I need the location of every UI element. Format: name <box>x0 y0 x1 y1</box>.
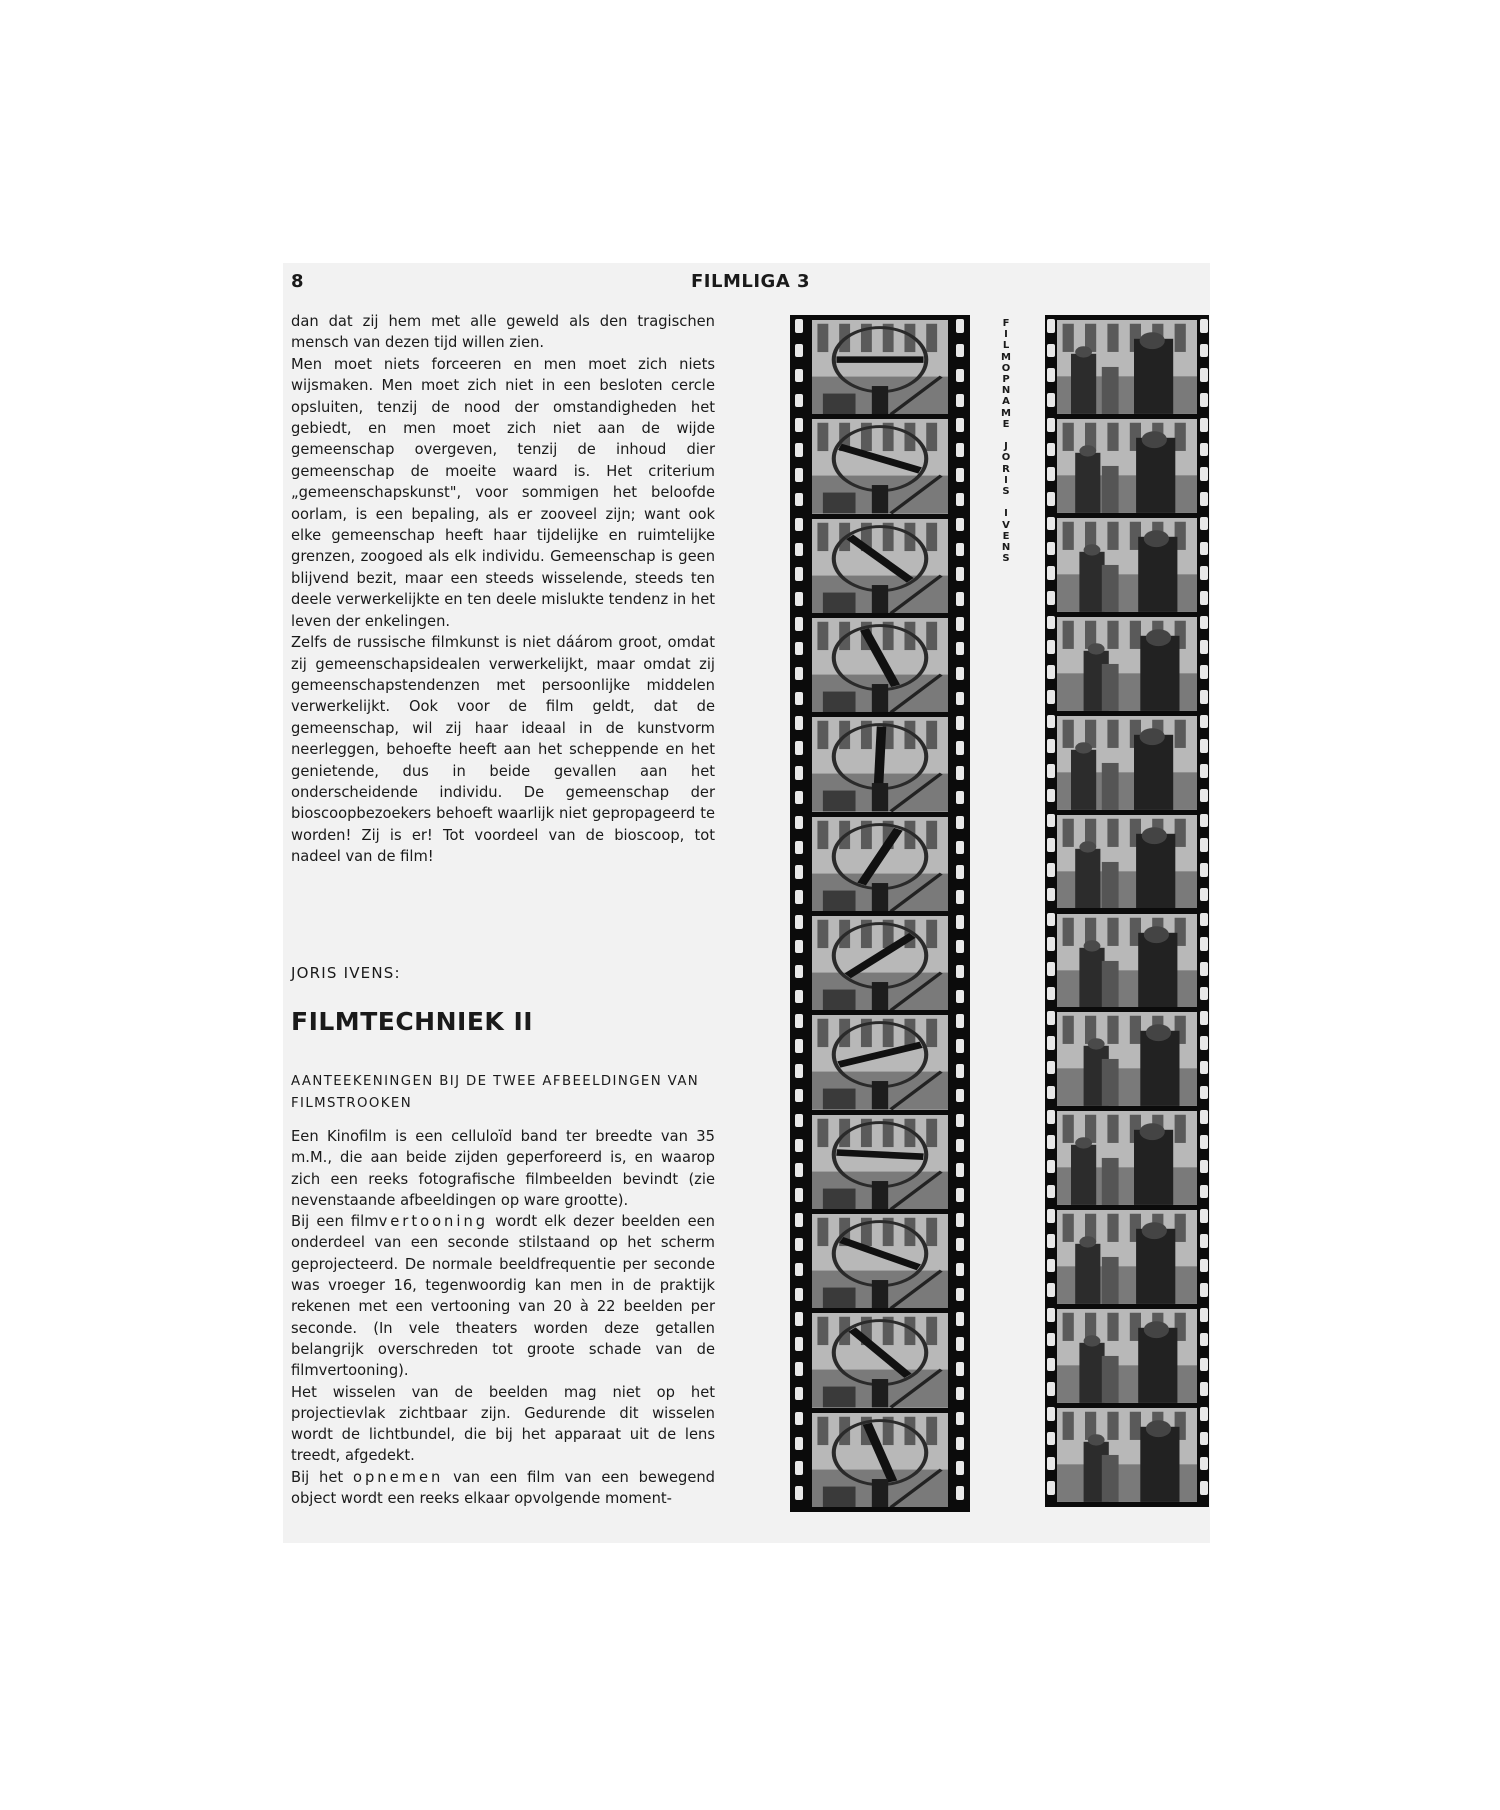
perforation <box>795 1288 803 1302</box>
perforation <box>795 1213 803 1227</box>
vertical-caption: F I L M O P N A M E J O R I S I V E N S <box>1001 318 1011 565</box>
perforation <box>1047 1110 1055 1124</box>
paragraph: Zelfs de russische filmkunst is niet dáárom groot, omdat zij gemeenschapsidealen verwerkelijkt, maar omdat zij gemeenschapstendenzen met persoonlijke middelen verwerkelijkt. Ook voor de film geldt, dat de gemeenschap, wil zij haar ideaal in de kunstvorm neerleggen, behoefte heeft aan het scheppende en het genietende, dus in beide gevallen aan het onderscheidende individu. De gemeenschap der bioscoopbezoekers behoeft waarlijk niet gepropageerd te worden! Zij is er! Tot voordeel van de bioscoop, tot nadeel van de film! <box>291 634 715 866</box>
perforation <box>1047 739 1055 753</box>
perforation <box>1047 616 1055 630</box>
perforation <box>1047 690 1055 704</box>
perforation <box>795 443 803 457</box>
perforation <box>956 369 964 383</box>
paragraph: Men moet niets forceeren en men moet zich niets wijsmaken. Men moet zich niet in een besloten cercle opsluiten, tenzij de nood der omstandigheden het gebiedt, en men moet zich niet aan de wijde gemeenschap overgeven, tenzij de inhoud dier gemeenschap de moeite waard is. Het criterium „gemeenschapskunst", voor sommigen het beloofde oorlam, is een bepaling, als er zooveel zijn; want ook elke gemeenschap heeft haar tijdelijke en ruimtelijke grenzen, zoogoed als elk individu. Gemeenschap is geen blijvend bezit, maar een steeds wisselende, steeds ten deele verwerkelijkte en ten deele mislukte tendenz in het leven der enkelingen. <box>291 355 715 630</box>
frame-image <box>812 717 948 811</box>
perforation <box>1200 1185 1208 1199</box>
film-frame <box>812 1413 948 1507</box>
perforation <box>956 741 964 755</box>
perforation <box>1200 467 1208 481</box>
perforation <box>1047 1160 1055 1174</box>
frame-image <box>1057 617 1197 711</box>
perforation <box>1200 913 1208 927</box>
perforation <box>1047 1432 1055 1446</box>
perforation <box>956 1213 964 1227</box>
frame-image <box>1057 1012 1197 1106</box>
film-frame <box>1057 716 1197 810</box>
perforation <box>956 791 964 805</box>
perforation <box>956 1163 964 1177</box>
perforation <box>1047 566 1055 580</box>
perforation <box>956 766 964 780</box>
perforation <box>1047 1086 1055 1100</box>
perforation <box>795 567 803 581</box>
frame-image <box>1057 716 1197 810</box>
perforation <box>1047 492 1055 506</box>
perforation <box>956 890 964 904</box>
perforation <box>1047 888 1055 902</box>
perforation <box>795 1014 803 1028</box>
text-run: Bij het <box>291 1468 353 1486</box>
frame-image <box>812 519 948 613</box>
perforation <box>795 642 803 656</box>
perforation <box>956 915 964 929</box>
film-frame <box>1057 914 1197 1008</box>
perforation <box>1047 1358 1055 1372</box>
perforation <box>795 990 803 1004</box>
perforation <box>1200 1234 1208 1248</box>
perforation <box>1200 344 1208 358</box>
perforation <box>956 617 964 631</box>
perforation <box>795 965 803 979</box>
film-frame <box>812 419 948 513</box>
perforation <box>956 1337 964 1351</box>
perforation <box>795 493 803 507</box>
perforation <box>1047 1061 1055 1075</box>
film-frame <box>1057 815 1197 909</box>
frame-image <box>812 916 948 1010</box>
perforation <box>956 865 964 879</box>
perforation <box>1200 418 1208 432</box>
perforation <box>795 369 803 383</box>
film-frame <box>1057 1210 1197 1304</box>
article-title: FILMTECHNIEK II <box>291 1007 534 1036</box>
perforation <box>1047 1135 1055 1149</box>
perforation <box>1200 1110 1208 1124</box>
perforation <box>1200 443 1208 457</box>
frame-image <box>812 1313 948 1407</box>
magazine-page <box>283 263 1210 1543</box>
film-frame <box>1057 1012 1197 1106</box>
perforation <box>795 543 803 557</box>
perforation <box>795 1188 803 1202</box>
perforation <box>956 667 964 681</box>
perforation <box>795 667 803 681</box>
perforation <box>795 1312 803 1326</box>
perforation <box>1200 1283 1208 1297</box>
frame-image <box>812 1015 948 1109</box>
film-frame <box>812 1313 948 1407</box>
perforation <box>956 716 964 730</box>
text-run: wordt elk dezer beelden een onderdeel van een seconde stilstaand op het scherm geprojecteerd. De normale beeldfrequentie per seconde was vroeger 16, tegenwoordig kan men in de praktijk rekenen met een vertooning van 20 à 22 beelden per seconde. (In vele theaters worden deze getallen belangrijk overschreden tot groote schade van de filmvertooning). <box>291 1213 715 1380</box>
film-frame <box>812 1115 948 1209</box>
perforation <box>956 543 964 557</box>
frame-image <box>812 1413 948 1507</box>
film-frame <box>1057 1408 1197 1502</box>
perforation <box>1200 838 1208 852</box>
perforation <box>795 1437 803 1451</box>
perforation <box>1200 1011 1208 1025</box>
perforation <box>1047 715 1055 729</box>
perforation <box>1047 1259 1055 1273</box>
perforation <box>1200 1160 1208 1174</box>
film-frame <box>1057 320 1197 414</box>
film-frame <box>812 817 948 911</box>
film-strip-right <box>1045 315 1209 1507</box>
perforation <box>1200 962 1208 976</box>
perforation <box>1047 1457 1055 1471</box>
perforation <box>795 617 803 631</box>
perforation <box>956 1188 964 1202</box>
perforation <box>956 642 964 656</box>
spaced-word: opnemen <box>352 1468 444 1486</box>
frame-image <box>812 419 948 513</box>
film-strip-left <box>790 315 970 1512</box>
perforation <box>1200 1259 1208 1273</box>
perforation <box>1200 1382 1208 1396</box>
perforation <box>956 1238 964 1252</box>
perforation <box>956 1437 964 1451</box>
perforation <box>1200 616 1208 630</box>
perforation <box>1047 467 1055 481</box>
perforation <box>795 1461 803 1475</box>
perforation <box>795 394 803 408</box>
perforation <box>1200 393 1208 407</box>
spaced-word: vertooning <box>378 1213 489 1231</box>
perforation <box>956 592 964 606</box>
frame-image <box>812 1115 948 1209</box>
frame-image <box>1057 320 1197 414</box>
perforation <box>795 865 803 879</box>
perforation <box>1200 1358 1208 1372</box>
paragraph <box>291 1211 715 1381</box>
perforation <box>795 1139 803 1153</box>
perforation <box>795 716 803 730</box>
perforation <box>795 890 803 904</box>
perforation <box>1200 1432 1208 1446</box>
perforation <box>1047 591 1055 605</box>
perforation <box>795 518 803 532</box>
paragraph: dan dat zij hem met alle geweld als den tragischen mensch van dezen tijd willen zien. <box>291 313 715 352</box>
perforation <box>1200 937 1208 951</box>
article-subtitle: AANTEEKENINGEN BIJ DE TWEE AFBEELDINGEN VAN FILMSTROOKEN <box>291 1074 700 1111</box>
film-frame <box>812 916 948 1010</box>
perforation <box>956 940 964 954</box>
perforation <box>1200 566 1208 580</box>
perforation <box>956 1263 964 1277</box>
perforation <box>1047 789 1055 803</box>
perforation <box>1047 1407 1055 1421</box>
perforation <box>956 1014 964 1028</box>
perforation <box>1047 838 1055 852</box>
frame-image <box>1057 815 1197 909</box>
perforation <box>956 990 964 1004</box>
perforation <box>1047 987 1055 1001</box>
perforation <box>1047 393 1055 407</box>
perforation <box>795 1064 803 1078</box>
perforation <box>1200 764 1208 778</box>
perforation <box>1047 1333 1055 1347</box>
perforation <box>1047 418 1055 432</box>
frame-image <box>812 320 948 414</box>
text-column-top <box>291 311 715 868</box>
article-author: JORIS IVENS: <box>291 964 401 982</box>
perforation <box>1047 1185 1055 1199</box>
perforation <box>795 1163 803 1177</box>
perforation <box>956 344 964 358</box>
perforation <box>795 1238 803 1252</box>
perforation <box>795 418 803 432</box>
perforation <box>1200 1036 1208 1050</box>
perforation <box>1047 1308 1055 1322</box>
perforation <box>956 1089 964 1103</box>
perforation <box>1200 1209 1208 1223</box>
perforation <box>956 692 964 706</box>
perforation <box>795 1362 803 1376</box>
perforation <box>795 1387 803 1401</box>
perforation <box>1200 863 1208 877</box>
perforation <box>1200 319 1208 333</box>
perforation <box>1047 863 1055 877</box>
perforation <box>795 1486 803 1500</box>
film-frame <box>812 717 948 811</box>
perforation <box>956 319 964 333</box>
perforation <box>1200 517 1208 531</box>
perforation <box>1200 1061 1208 1075</box>
film-frame <box>1057 617 1197 711</box>
perforation <box>795 915 803 929</box>
perforation <box>956 1288 964 1302</box>
perforation <box>1047 1382 1055 1396</box>
perforation <box>956 518 964 532</box>
perforation <box>1047 764 1055 778</box>
perforation <box>795 816 803 830</box>
text-run: Bij een film <box>291 1213 379 1231</box>
perforation <box>795 841 803 855</box>
frame-image <box>1057 518 1197 612</box>
film-frame <box>812 519 948 613</box>
frame-image <box>1057 1111 1197 1205</box>
perforation <box>795 741 803 755</box>
perforation <box>956 1412 964 1426</box>
perforation <box>795 1263 803 1277</box>
perforation <box>956 567 964 581</box>
perforation <box>795 344 803 358</box>
perforation <box>1047 1234 1055 1248</box>
frame-image <box>1057 419 1197 513</box>
perforation <box>1047 517 1055 531</box>
perforation <box>1200 1086 1208 1100</box>
perforation <box>1200 1407 1208 1421</box>
perforation <box>1200 492 1208 506</box>
perforation <box>1047 1283 1055 1297</box>
perforation <box>1200 987 1208 1001</box>
perforation <box>1200 789 1208 803</box>
perforation <box>956 1139 964 1153</box>
perforation <box>1047 913 1055 927</box>
perforation <box>1200 591 1208 605</box>
perforation <box>956 443 964 457</box>
perforation <box>1047 443 1055 457</box>
perforation <box>956 493 964 507</box>
perforation <box>1047 542 1055 556</box>
perforation <box>795 592 803 606</box>
perforation <box>795 692 803 706</box>
perforation <box>1200 888 1208 902</box>
perforation <box>795 1337 803 1351</box>
film-frame <box>1057 518 1197 612</box>
perforation <box>956 1114 964 1128</box>
frame-image <box>812 618 948 712</box>
paragraph: Het wisselen van de beelden mag niet op het projectievlak zichtbaar zijn. Gedurende dit wisselen wordt de lichtbundel, die bij het apparaat uit de lens treedt, afgedekt. <box>291 1383 715 1465</box>
perforation <box>795 319 803 333</box>
perforation <box>1200 665 1208 679</box>
perforation <box>956 1486 964 1500</box>
perforation <box>956 1461 964 1475</box>
perforation <box>1047 319 1055 333</box>
perforation <box>1200 1333 1208 1347</box>
perforation <box>795 1039 803 1053</box>
perforation <box>1047 344 1055 358</box>
perforation <box>956 841 964 855</box>
frame-image <box>812 817 948 911</box>
perforation <box>956 418 964 432</box>
film-frame <box>1057 419 1197 513</box>
perforation <box>795 468 803 482</box>
perforation <box>1047 368 1055 382</box>
text-column-article <box>291 1126 715 1509</box>
film-frame <box>812 1015 948 1109</box>
perforation <box>956 1312 964 1326</box>
perforation <box>1047 962 1055 976</box>
frame-image <box>1057 1408 1197 1502</box>
frame-image <box>1057 1210 1197 1304</box>
perforation <box>1200 1457 1208 1471</box>
perforation <box>1047 1036 1055 1050</box>
text-run: van een film van een bewegend object wordt een reeks elkaar opvolgende moment- <box>291 1468 715 1508</box>
perforation <box>795 940 803 954</box>
perforation <box>956 1064 964 1078</box>
perforation <box>1200 1308 1208 1322</box>
film-frame <box>812 320 948 414</box>
frame-image <box>812 1214 948 1308</box>
perforation <box>1200 690 1208 704</box>
perforation <box>956 816 964 830</box>
perforation <box>956 1039 964 1053</box>
page-number: 8 <box>291 271 305 292</box>
frame-image <box>1057 1309 1197 1403</box>
perforation <box>956 965 964 979</box>
perforation <box>1047 640 1055 654</box>
perforation <box>1200 814 1208 828</box>
film-frame <box>812 618 948 712</box>
perforation <box>1047 1209 1055 1223</box>
perforation <box>795 1089 803 1103</box>
paragraph <box>291 1467 715 1510</box>
journal-title: FILMLIGA 3 <box>691 271 811 292</box>
perforation <box>956 394 964 408</box>
film-frame <box>1057 1111 1197 1205</box>
perforation <box>956 1362 964 1376</box>
perforation <box>1047 1481 1055 1495</box>
perforation <box>795 1412 803 1426</box>
perforation <box>1200 640 1208 654</box>
perforation <box>1200 1481 1208 1495</box>
perforation <box>1200 542 1208 556</box>
film-frame <box>812 1214 948 1308</box>
perforation <box>1047 814 1055 828</box>
perforation <box>795 1114 803 1128</box>
perforation <box>956 468 964 482</box>
perforation <box>1200 1135 1208 1149</box>
perforation <box>1200 739 1208 753</box>
frame-image <box>1057 914 1197 1008</box>
perforation <box>795 791 803 805</box>
film-frame <box>1057 1309 1197 1403</box>
paragraph: Een Kinofilm is een celluloïd band ter breedte van 35 m.M., die aan beide zijden geperforeerd is, en waarop zich een reeks fotografische filmbeelden bevindt (zie nevenstaande afbeeldingen op ware grootte). <box>291 1128 715 1209</box>
perforation <box>1200 368 1208 382</box>
perforation <box>795 766 803 780</box>
perforation <box>1047 665 1055 679</box>
perforation <box>956 1387 964 1401</box>
perforation <box>1200 715 1208 729</box>
perforation <box>1047 1011 1055 1025</box>
perforation <box>1047 937 1055 951</box>
